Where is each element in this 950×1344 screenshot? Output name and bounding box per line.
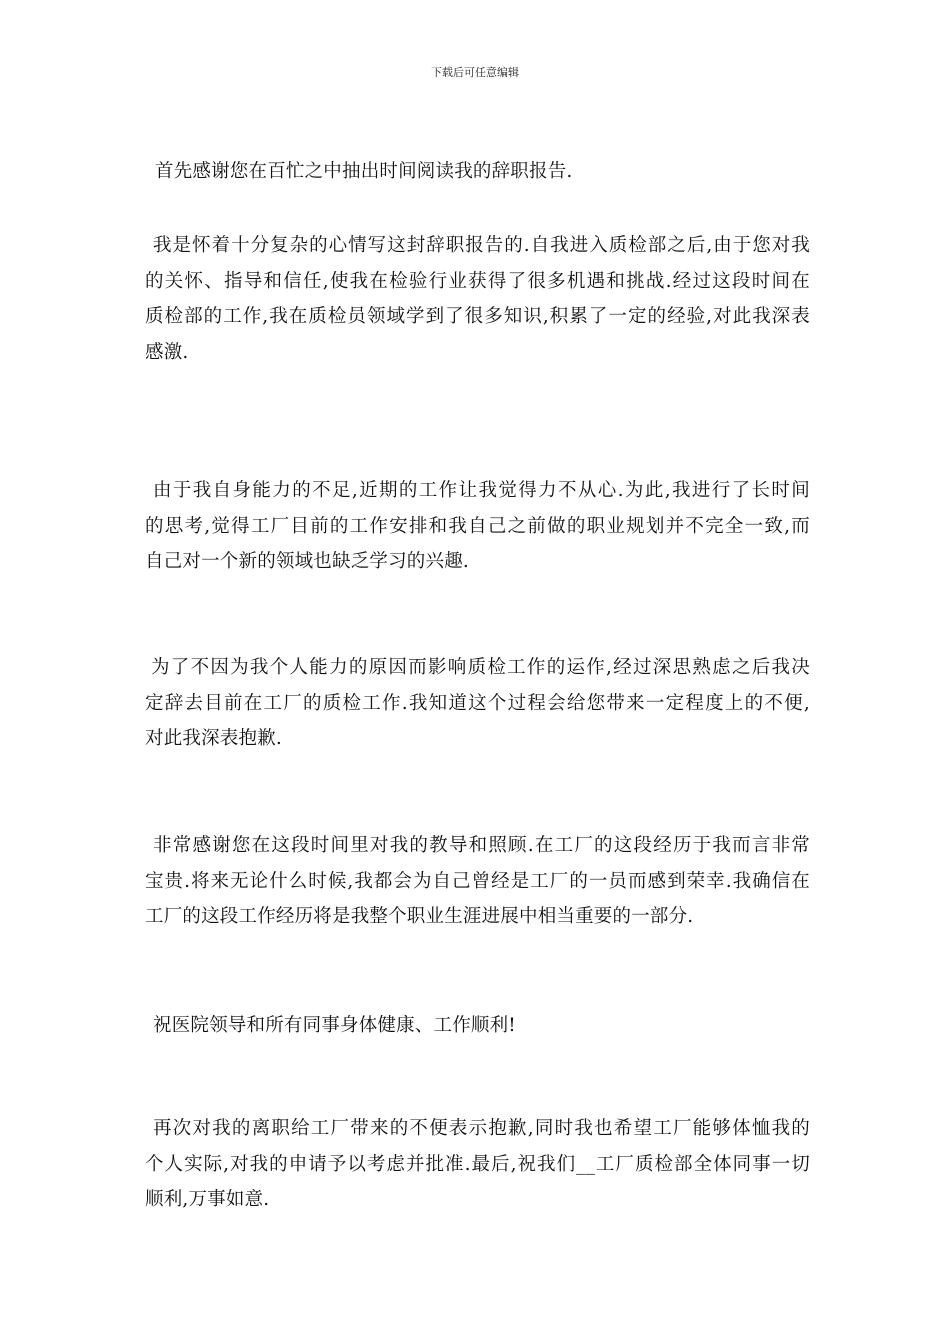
text-line: 的关怀、指导和信任,使我在检验行业获得了很多机遇和挑战.经过这段时间在 [145,270,810,292]
text-line: 祝医院领导和所有同事身体健康、工作顺利! [153,1015,516,1036]
text-line: 顺利,万事如意. [145,1189,270,1210]
page-header: 下载后可任意编辑 [431,66,519,79]
text-line: 自己对一个新的领域也缺乏学习的兴趣. [145,551,469,572]
text-line: 的思考,觉得工厂目前的工作安排和我自己之前做的职业规划并不完全一致,而 [145,515,810,537]
text-line: 宝贵.将来无论什么时候,我都会为自己曾经是工厂的一员而感到荣幸.我确信在 [145,870,810,892]
paragraph-closing [145,1111,810,1218]
text-line: 工厂的这段工作经历将是我整个职业生涯进展中相当重要的一部分. [145,906,694,927]
text-line: 非常感谢您在这段时间里对我的教导和照顾.在工厂的这段经历于我而言非常 [153,835,810,856]
text-line: 对此我深表抱歉. [145,728,282,749]
text-line: 个人实际,对我的申请予以考虑并批准.最后,祝我们__工厂质检部全体同事一切 [145,1153,810,1175]
text-line: 再次对我的离职给工厂带来的不便表示抱歉,同时我也希望工厂能够体恤我的 [153,1118,810,1139]
paragraph-decision [145,650,810,757]
paragraph-thanks [145,828,810,935]
text-line: 感激. [145,341,189,363]
paragraph-greeting [145,154,810,190]
text-line: 为了不因为我个人能力的原因而影响质检工作的运作,经过深思熟虑之后我决 [151,657,810,678]
paragraph-gratitude [145,228,810,370]
text-line: 首先感谢您在百忙之中抽出时间阅读我的辞职报告. [155,161,573,182]
text-line: 我是怀着十分复杂的心情写这封辞职报告的.自我进入质检部之后,由于您对我 [153,235,810,256]
paragraph-reason [145,473,810,580]
text-line: 质检部的工作,我在质检员领域学到了很多知识,积累了一定的经验,对此我深表 [145,306,810,327]
text-line: 由于我自身能力的不足,近期的工作让我觉得力不从心.为此,我进行了长时间 [153,480,810,501]
text-line: 定辞去目前在工厂的质检工作.我知道这个过程会给您带来一定程度上的不便, [145,692,810,714]
paragraph-wishes [145,1008,810,1044]
